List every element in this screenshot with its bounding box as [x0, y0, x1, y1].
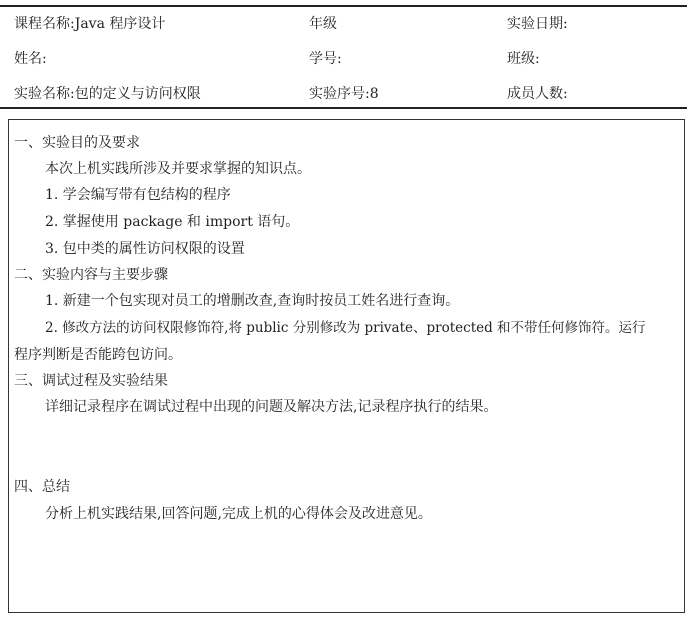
section-2-item-2-continued: 程序判断是否能跨包访问。 — [14, 347, 182, 363]
experiment-name-field: 实验名称:包的定义与访问权限 — [14, 86, 201, 102]
section-3-text: 详细记录程序在调试过程中出现的问题及解决方法,记录程序执行的结果。 — [45, 399, 498, 415]
grade-field: 年级 — [309, 16, 337, 32]
experiment-seq-field: 实验序号:8 — [309, 86, 379, 102]
experiment-date-field: 实验日期: — [507, 16, 568, 32]
section-1-intro: 本次上机实践所涉及并要求掌握的知识点。 — [45, 161, 311, 177]
section-1-item-2: 2. 掌握使用 package 和 import 语句。 — [45, 214, 300, 230]
section-2-item-2: 2. 修改方法的访问权限修饰符,将 public 分别修改为 private、protected 和不带任何修饰符。运行 — [45, 320, 646, 336]
course-name-field: 课程名称:Java 程序设计 — [14, 16, 166, 32]
section-4-text: 分析上机实践结果,回答问题,完成上机的心得体会及改进意见。 — [45, 506, 432, 522]
section-3-title: 三、调试过程及实验结果 — [14, 373, 168, 389]
header-bottom-rule — [0, 107, 687, 109]
section-1-item-3: 3. 包中类的属性访问权限的设置 — [45, 241, 245, 257]
student-name-field: 姓名: — [14, 51, 47, 67]
section-4-title: 四、总结 — [14, 479, 70, 495]
experiment-content-box — [8, 119, 685, 613]
class-field: 班级: — [507, 51, 540, 67]
section-2-item-1: 1. 新建一个包实现对员工的增删改查,查询时按员工姓名进行查询。 — [45, 293, 460, 309]
header-top-rule — [0, 5, 687, 7]
section-2-title: 二、实验内容与主要步骤 — [14, 267, 168, 283]
member-count-field: 成员人数: — [507, 86, 568, 102]
student-id-field: 学号: — [309, 51, 342, 67]
section-1-item-1: 1. 学会编写带有包结构的程序 — [45, 187, 231, 203]
section-1-title: 一、实验目的及要求 — [14, 135, 140, 151]
